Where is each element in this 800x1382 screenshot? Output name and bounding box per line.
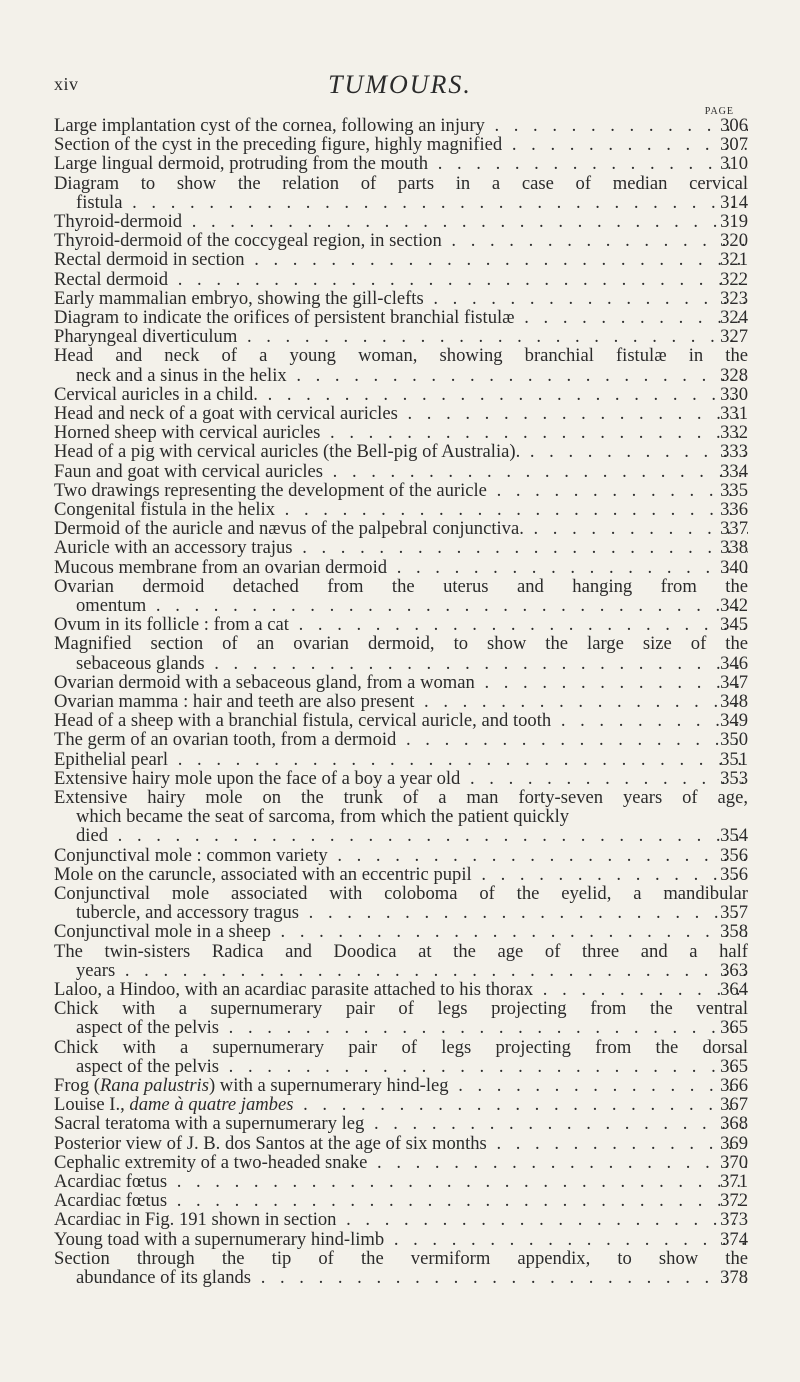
list-item — [54, 1076, 748, 1095]
entry-caption: Conjunctival mole associated with coloboma of the eyelid, a mandibular — [54, 884, 748, 904]
list-item — [54, 500, 748, 519]
list-item — [54, 1249, 748, 1287]
page-reference: 310 — [720, 153, 748, 175]
entry-caption: Chick with a supernumerary pair of legs projecting from the dorsal — [54, 1037, 748, 1057]
entry-caption: Acardiac fœtus . . . — [54, 1191, 748, 1210]
entry-caption: Chick with a supernumerary pair of legs projecting from the ventral — [54, 999, 748, 1019]
list-item — [54, 846, 748, 865]
list-item — [54, 116, 748, 135]
list-item — [54, 462, 748, 481]
entry-caption: Head and neck of a goat with cervical auricles . . . — [54, 404, 748, 423]
entry-caption: Head of a sheep with a branchial fistula, cervical auricle, and tooth . . . — [54, 711, 748, 730]
list-item — [54, 750, 748, 769]
running-head-title: TUMOURS. — [328, 70, 472, 99]
list-item — [54, 980, 748, 999]
page-number: xiv — [54, 74, 79, 94]
italic-text: Rana palustris — [99, 1076, 209, 1096]
page-reference: 356 — [720, 863, 748, 885]
entry-caption: Mole on the caruncle, associated with an eccentric pupil . . . — [54, 865, 748, 884]
page-reference: 348 — [720, 691, 748, 713]
page-reference: 327 — [720, 326, 748, 348]
page-reference: 346 — [720, 652, 748, 674]
list-item — [54, 942, 748, 980]
page-reference: 349 — [720, 710, 748, 732]
entry-caption: Head of a pig with cervical auricles (the Bell-pig of Australia). . . . — [54, 442, 748, 461]
entry-caption: Magnified section of an ovarian dermoid, to show the large size of the — [54, 634, 748, 654]
page-reference: 371 — [720, 1171, 748, 1193]
entry-caption: Posterior view of J. B. dos Santos at the age of six months . . . — [54, 1134, 748, 1153]
entry-caption: Acardiac in Fig. 191 shown in section . . . — [54, 1210, 748, 1229]
list-item — [54, 788, 748, 846]
page-reference: 365 — [720, 1055, 748, 1077]
page-reference: 357 — [720, 902, 748, 924]
entry-caption: Ovum in its follicle : from a cat . . . — [54, 615, 748, 634]
entry-caption: Early mammalian embryo, showing the gill-clefts . . . — [54, 289, 748, 308]
entry-caption: Extensive hairy mole upon the face of a boy a year old . . . — [54, 769, 748, 788]
list-item — [54, 481, 748, 500]
page-reference: 368 — [720, 1113, 748, 1135]
page-reference: 337 — [720, 518, 748, 540]
list-item — [54, 154, 748, 173]
page-reference: 369 — [720, 1132, 748, 1154]
list-item — [54, 1172, 748, 1191]
list-item — [54, 519, 748, 538]
page-reference: 358 — [720, 921, 748, 943]
entry-caption: which became the seat of sarcoma, from which the patient quickly — [76, 807, 570, 827]
page-reference: 365 — [720, 1017, 748, 1039]
list-item — [54, 922, 748, 941]
page-reference: 323 — [720, 287, 748, 309]
entry-caption: Cervical auricles in a child. . . . — [54, 385, 748, 404]
entry-caption: aspect of the pelvis . . . — [54, 1018, 748, 1037]
list-item — [54, 308, 748, 327]
list-item — [54, 1134, 748, 1153]
list-item — [54, 730, 748, 749]
entry-caption: tubercle, and accessory tragus . . . — [54, 903, 748, 922]
entry-caption: The twin-sisters Radica and Doodica at the age of three and a half — [54, 941, 748, 961]
entry-caption: Ovarian mamma : hair and teeth are also present . . . — [54, 692, 748, 711]
entry-caption: Dermoid of the auricle and nævus of the palpebral conjunctiva. . . . — [54, 519, 748, 538]
list-item — [54, 769, 748, 788]
list-item — [54, 1114, 748, 1133]
italic-text: dame à quatre jambes — [129, 1095, 294, 1115]
entry-caption: neck and a sinus in the helix . . . — [54, 366, 748, 385]
entry-caption: Conjunctival mole in a sheep . . . — [54, 922, 748, 941]
entry-caption: The germ of an ovarian tooth, from a dermoid . . . — [54, 730, 748, 749]
page-reference: 306 — [720, 115, 748, 136]
page-reference: 356 — [720, 844, 748, 866]
list-item — [54, 346, 748, 384]
page-reference: 340 — [720, 556, 748, 578]
page-reference: 334 — [720, 460, 748, 482]
page-reference: 332 — [720, 422, 748, 444]
entry-caption: Pharyngeal diverticulum . . . — [54, 327, 748, 346]
entry-caption: Horned sheep with cervical auricles . . . — [54, 423, 748, 442]
page-reference: 319 — [720, 211, 748, 232]
page-reference: 347 — [720, 671, 748, 693]
entry-caption: Frog (Rana palustris) with a supernumerary hind-leg . . . — [54, 1076, 748, 1095]
list-item — [54, 404, 748, 423]
page-reference: 328 — [720, 364, 748, 386]
entry-caption: Auricle with an accessory trajus . . . — [54, 538, 748, 557]
list-item — [54, 558, 748, 577]
entry-caption: Diagram to indicate the orifices of persistent branchial fistulæ . . . — [54, 308, 748, 327]
list-item — [54, 423, 748, 442]
page-reference: 351 — [720, 748, 748, 770]
page-reference: 353 — [720, 767, 748, 789]
page-reference: 324 — [720, 307, 748, 329]
entry-caption: abundance of its glands . . . — [54, 1268, 748, 1287]
page-reference: 335 — [720, 479, 748, 501]
entry-caption: Rectal dermoid . . . — [54, 270, 748, 289]
list-item — [54, 634, 748, 672]
entry-caption: Section through the tip of the vermiform appendix, to show the — [54, 1248, 748, 1269]
page-reference: 345 — [720, 614, 748, 636]
page-reference: 370 — [720, 1151, 748, 1173]
list-item — [54, 1210, 748, 1229]
page-reference: 320 — [720, 230, 748, 252]
list-item — [54, 711, 748, 730]
list-item — [54, 442, 748, 461]
page-reference: 338 — [720, 537, 748, 559]
entry-caption: Louise I., dame à quatre jambes . . . — [54, 1095, 748, 1114]
list-item — [54, 673, 748, 692]
entry-caption: fistula . . . — [54, 193, 748, 212]
entry-caption: Extensive hairy mole on the trunk of a man forty-seven years of age, — [54, 788, 748, 808]
page-reference: 314 — [720, 191, 748, 213]
entry-caption: Two drawings representing the development of the auricle . . . — [54, 481, 748, 500]
page-reference: 372 — [720, 1190, 748, 1212]
list-item — [54, 327, 748, 346]
entry-caption: aspect of the pelvis . . . — [54, 1057, 748, 1076]
page-reference: 363 — [720, 959, 748, 981]
page-reference: 378 — [720, 1267, 748, 1289]
entry-caption: Faun and goat with cervical auricles . . . — [54, 462, 748, 481]
entry-caption: Ovarian dermoid detached from the uterus and hanging from the — [54, 576, 748, 597]
entry-caption: died . . . — [54, 826, 748, 845]
page-reference: 366 — [720, 1075, 748, 1097]
list-item — [54, 615, 748, 634]
list-item — [54, 250, 748, 269]
list-item — [54, 538, 748, 557]
page-reference: 374 — [720, 1228, 748, 1250]
entry-caption: Diagram to show the relation of parts in a case of median cervical — [54, 173, 748, 193]
page-reference: 322 — [720, 268, 748, 290]
list-item — [54, 135, 748, 154]
entry-caption: Section of the cyst in the preceding figure, highly magnified . . . — [54, 135, 748, 154]
list-item — [54, 212, 748, 231]
entry-caption: Mucous membrane from an ovarian dermoid . . . — [54, 558, 748, 577]
list-item — [54, 577, 748, 615]
entry-caption: Acardiac fœtus . . . — [54, 1172, 748, 1191]
entry-caption: Thyroid-dermoid of the coccygeal region, in section . . . — [54, 231, 748, 250]
page-reference: 307 — [720, 134, 748, 156]
page-reference: 336 — [720, 499, 748, 521]
entry-caption: Sacral teratoma with a supernumerary leg . . . — [54, 1114, 748, 1133]
entry-caption: Large lingual dermoid, protruding from the mouth . . . — [54, 154, 748, 173]
page-reference: 367 — [720, 1094, 748, 1116]
list-item — [54, 231, 748, 250]
page-reference: 331 — [720, 403, 748, 425]
entry-caption: Young toad with a supernumerary hind-limb . . . — [54, 1230, 748, 1249]
entry-caption: Large implantation cyst of the cornea, following an injury . . . — [54, 116, 748, 135]
entry-caption: Head and neck of a young woman, showing branchial fistulæ in the — [54, 346, 748, 366]
list-item — [54, 999, 748, 1037]
entry-caption: years . . . — [54, 961, 748, 980]
entry-caption: omentum . . . — [54, 596, 748, 615]
list-item — [54, 385, 748, 404]
page-reference: 342 — [720, 595, 748, 617]
page-reference: 364 — [720, 979, 748, 1001]
page-reference: 330 — [720, 383, 748, 405]
entry-caption: Epithelial pearl . . . — [54, 750, 748, 769]
list-item — [54, 1230, 748, 1249]
list-item — [54, 174, 748, 212]
illustration-list — [54, 116, 748, 1287]
list-item — [54, 1038, 748, 1076]
list-item — [54, 1191, 748, 1210]
entry-caption: Congenital fistula in the helix . . . — [54, 500, 748, 519]
entry-caption: Rectal dermoid in section . . . — [54, 250, 748, 269]
list-item — [54, 289, 748, 308]
entry-caption: Cephalic extremity of a two-headed snake . . . — [54, 1153, 748, 1172]
page-reference: 354 — [720, 825, 748, 847]
list-item — [54, 270, 748, 289]
entry-caption: sebaceous glands . . . — [54, 654, 748, 673]
page-reference: 350 — [720, 729, 748, 751]
list-item — [54, 1095, 748, 1114]
entry-caption: Conjunctival mole : common variety . . . — [54, 846, 748, 865]
list-item — [54, 865, 748, 884]
entry-caption: Ovarian dermoid with a sebaceous gland, from a woman . . . — [54, 673, 748, 692]
page-reference: 373 — [720, 1209, 748, 1231]
list-item — [54, 1153, 748, 1172]
page-column-label: PAGE — [704, 106, 734, 117]
list-item — [54, 884, 748, 922]
entry-caption: Laloo, a Hindoo, with an acardiac parasite attached to his thorax . . . — [54, 980, 748, 999]
page-reference: 321 — [720, 249, 748, 271]
list-item — [54, 692, 748, 711]
entry-caption: Thyroid-dermoid . . . — [54, 212, 748, 231]
page-reference: 333 — [720, 441, 748, 463]
